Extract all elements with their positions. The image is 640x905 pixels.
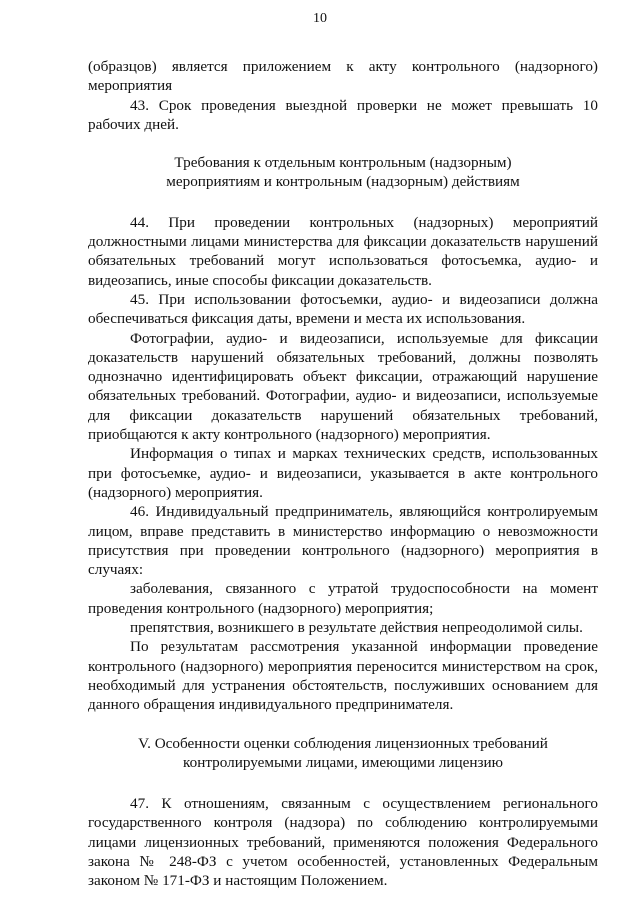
paragraph-45-photos: Фотографии, аудио- и видеозаписи, используемые для фиксации доказательств нарушений обязательных требований, должны позволять однозначно идентифицировать объект фиксации, отражающий нарушение обязательных требований. Фотографии, аудио- и видеозаписи, используемые для фиксации доказательств нарушений обязательных требований, приобщаются к акту контрольного (надзорного) мероприятия. <box>88 329 598 444</box>
page-number: 10 <box>313 11 327 26</box>
section-heading-v: V. Особенности оценки соблюдения лицензионных требований контролируемыми лицами, имеющими лицензию <box>138 734 548 771</box>
paragraph-45: 45. При использовании фотосъемки, аудио- и видеозаписи должна обеспечиваться фиксация даты, времени и места их использования. <box>88 290 598 328</box>
paragraph-44: 44. При проведении контрольных (надзорных) мероприятий должностными лицами министерства для фиксации доказательств нарушений обязательных требований могут использоваться фотосъемка, аудио- и видеозапись, иные способы фиксации доказательств. <box>88 213 598 289</box>
paragraph-46: 46. Индивидуальный предприниматель, являющийся контролируемым лицом, вправе представить в министерство информацию о невозможности присутствия при проведении контрольного (надзорного) мероприятия в случаях: <box>88 503 598 579</box>
paragraph-continuation: (образцов) является приложением к акту контрольного (надзорного) мероприятия <box>88 58 598 95</box>
paragraph-46-illness: заболевания, связанного с утратой трудоспособности на момент проведения контрольного (надзорного) мероприятия; <box>88 580 598 617</box>
paragraph-46-results: По результатам рассмотрения указанной информации проведение контрольного (надзорного) мероприятия переносится министерством на срок, необходимый для устранения обстоятельств, послуживших основанием для данного обращения индивидуального предпринимателя. <box>88 638 598 714</box>
document-body <box>88 57 598 891</box>
paragraph-45-info: Информация о типах и марках технических средств, использованных при фотосъемке, аудио- и видеозаписи, указывается в акте контрольного (надзорного) мероприятия. <box>88 445 598 501</box>
paragraph-43: 43. Срок проведения выездной проверки не может превышать 10 рабочих дней. <box>88 96 598 133</box>
section-heading-requirements: Требования к отдельным контрольным (надзорным) мероприятиям и контрольным (надзорным) действиям <box>166 154 520 191</box>
paragraph-47: 47. К отношениям, связанным с осуществлением регионального государственного контроля (надзора) по соблюдению контролируемыми лицами лицензионных требований, применяются положения Федерального закона № 248-ФЗ с учетом особенностей, установленных Федеральным законом № 171-ФЗ и настоящим Положением. <box>88 795 598 890</box>
paragraph-46-force-majeure: препятствия, возникшего в результате действия непреодолимой силы. <box>130 619 583 637</box>
